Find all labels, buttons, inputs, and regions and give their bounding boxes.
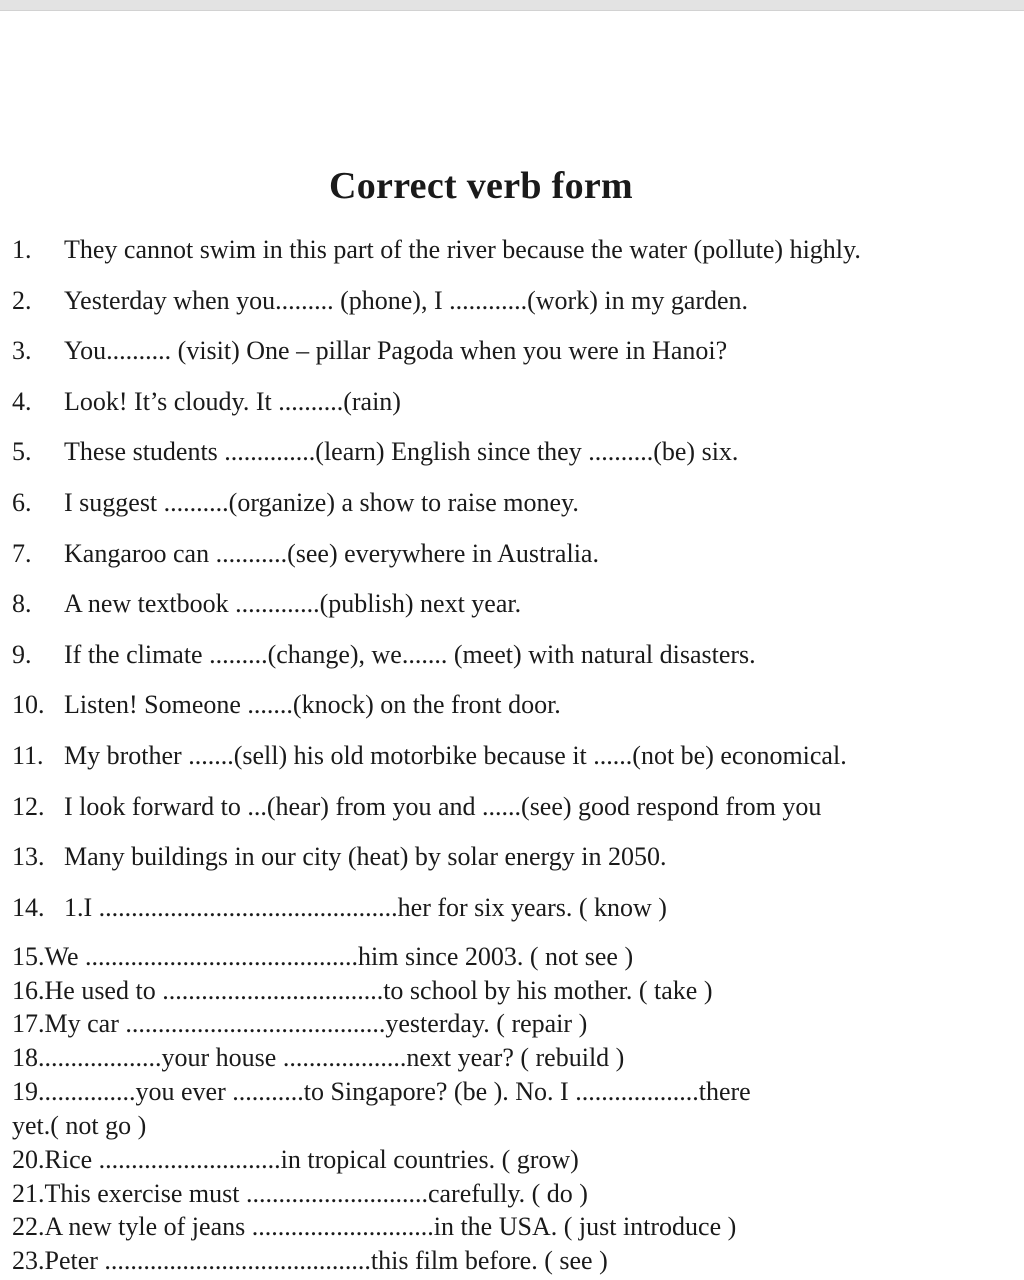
- item-number: 5.: [12, 437, 32, 466]
- item-text: 1.I ..............................................her for six years. ( know ): [64, 893, 667, 922]
- exercise-item-3: [12, 335, 727, 367]
- item-text: Kangaroo can ...........(see) everywhere in Australia.: [64, 539, 599, 568]
- exercise-line-18: 18...................your house ...................next year? ( rebuild ): [12, 1043, 625, 1072]
- exercise-line-22: 22.A new tyle of jeans ............................in the USA. ( just introduce ): [12, 1212, 737, 1241]
- item-text: They cannot swim in this part of the river because the water (pollute) highly.: [64, 235, 861, 264]
- item-number: 9.: [12, 640, 32, 669]
- item-number: 2.: [12, 286, 32, 315]
- exercise-item-13: [12, 841, 666, 873]
- item-number: 10.: [12, 690, 45, 719]
- item-text: A new textbook .............(publish) next year.: [64, 589, 522, 618]
- exercise-line-19: 19...............you ever ...........to Singapore? (be ). No. I ...................there: [12, 1077, 751, 1106]
- item-number: 6.: [12, 488, 32, 517]
- item-number: 8.: [12, 589, 32, 618]
- item-text: You.......... (visit) One – pillar Pagoda when you were in Hanoi?: [64, 336, 728, 365]
- item-text: I look forward to ...(hear) from you and ......(see) good respond from you: [64, 792, 822, 821]
- exercise-item-2: [12, 285, 748, 317]
- item-number: 4.: [12, 387, 32, 416]
- item-text: Listen! Someone .......(knock) on the front door.: [64, 690, 561, 719]
- exercise-line-17: 17.My car ........................................yesterday. ( repair ): [12, 1009, 588, 1038]
- exercise-item-12: [12, 791, 821, 823]
- item-text: If the climate .........(change), we....... (meet) with natural disasters.: [64, 640, 756, 669]
- exercise-line-21: 21.This exercise must ............................carefully. ( do ): [12, 1179, 588, 1208]
- item-text: Many buildings in our city (heat) by solar energy in 2050.: [64, 842, 667, 871]
- exercise-item-7: [12, 538, 599, 570]
- exercise-item-4: [12, 386, 401, 418]
- exercise-item-6: [12, 487, 579, 519]
- item-text: My brother .......(sell) his old motorbike because it ......(not be) economical.: [64, 741, 847, 770]
- item-text: These students ..............(learn) English since they ..........(be) six.: [64, 437, 739, 466]
- item-number: 12.: [12, 792, 45, 821]
- item-text: Look! It’s cloudy. It ..........(rain): [64, 387, 401, 416]
- exercise-item-8: [12, 588, 521, 620]
- item-number: 14.: [12, 893, 45, 922]
- top-bar: [0, 0, 1024, 11]
- item-number: 1.: [12, 235, 32, 264]
- exercise-line-15: 15.We ..........................................him since 2003. ( not see ): [12, 942, 634, 971]
- exercise-item-1: [12, 234, 861, 266]
- item-text: I suggest ..........(organize) a show to raise money.: [64, 488, 579, 517]
- item-number: 7.: [12, 539, 32, 568]
- exercise-line-23: 23.Peter .........................................this film before. ( see ): [12, 1246, 608, 1275]
- exercise-line-19-continued: yet.( not go ): [12, 1111, 147, 1140]
- item-number: 11.: [12, 741, 44, 770]
- exercise-line-20: 20.Rice ............................in tropical countries. ( grow): [12, 1145, 579, 1174]
- item-text: Yesterday when you......... (phone), I ............(work) in my garden.: [64, 286, 749, 315]
- exercise-item-9: [12, 639, 756, 671]
- exercise-item-11: [12, 740, 847, 772]
- page-title: Correct verb form: [328, 165, 634, 207]
- exercise-item-14: [12, 892, 667, 924]
- exercise-item-5: [12, 436, 738, 468]
- item-number: 13.: [12, 842, 45, 871]
- exercise-line-16: 16.He used to ..................................to school by his mother. ( take ): [12, 976, 713, 1005]
- item-number: 3.: [12, 336, 32, 365]
- exercise-item-10: [12, 689, 561, 721]
